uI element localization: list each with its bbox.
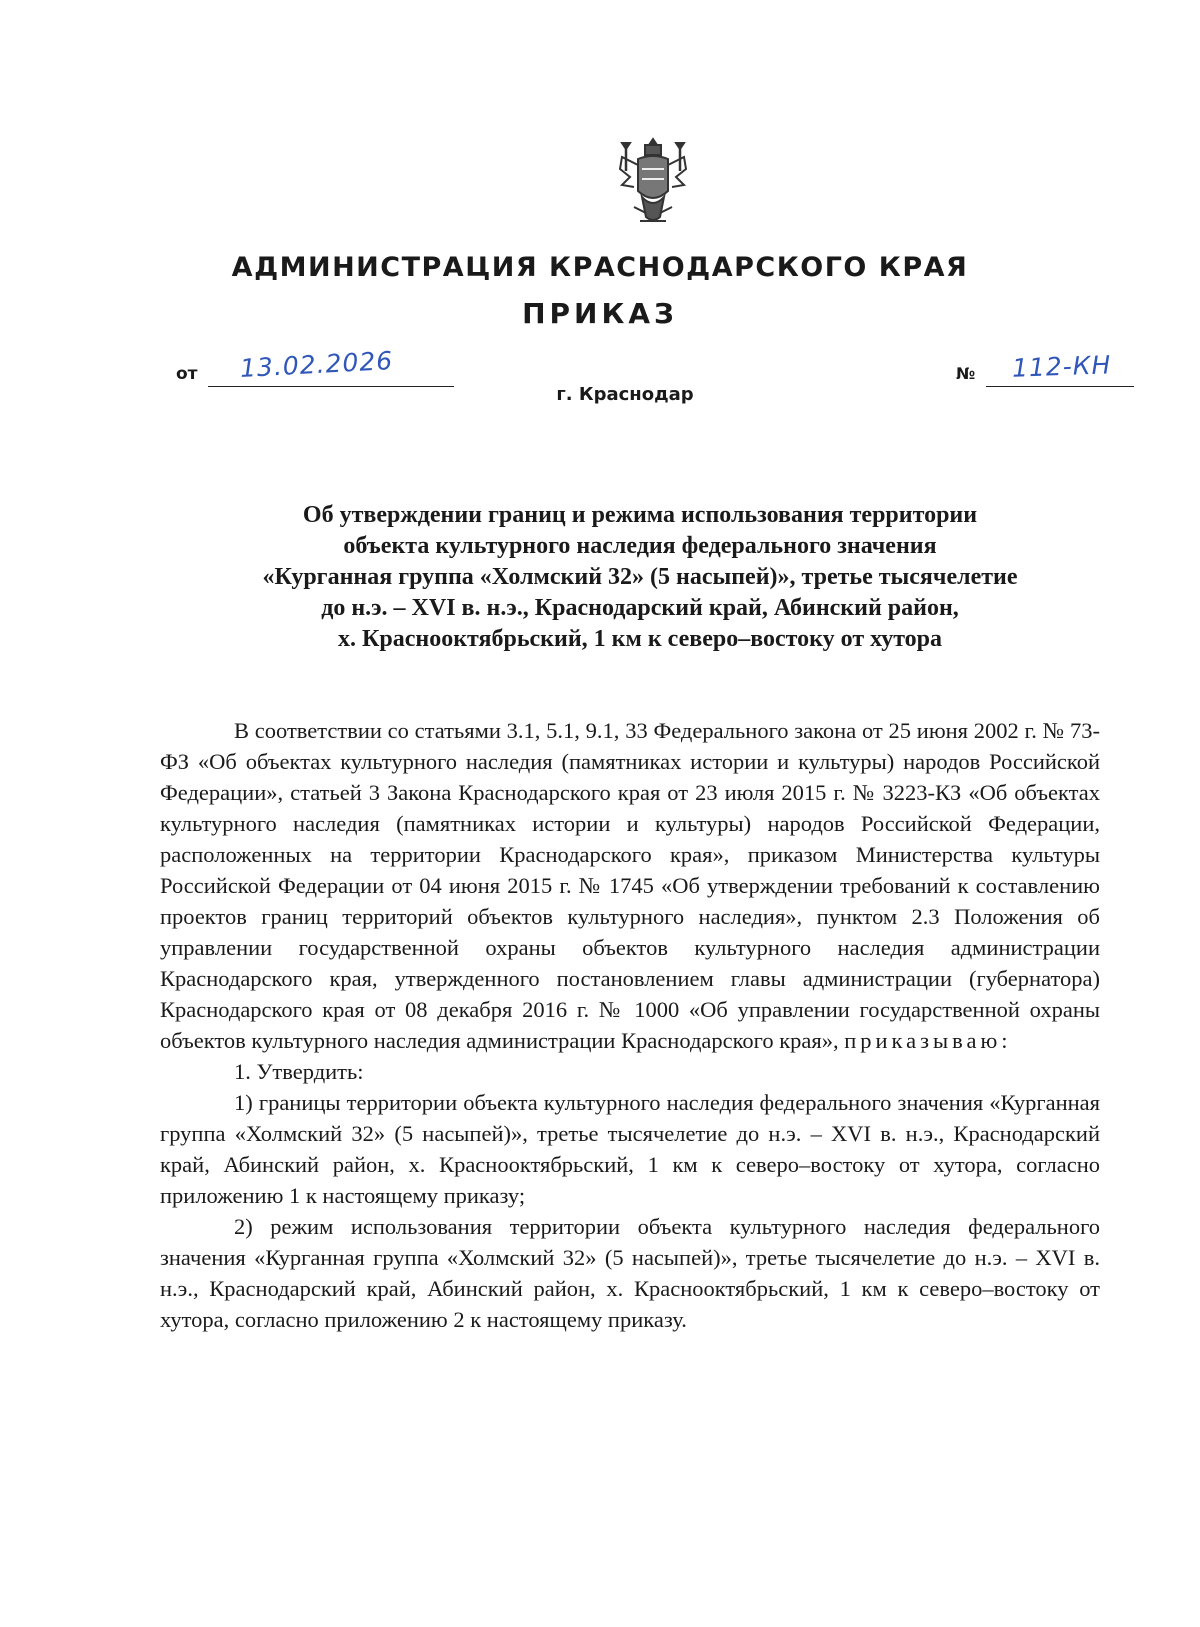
preamble-text: В соответствии со статьями 3.1, 5.1, 9.1, 33 Федерального закона от 25 июня 2002 г. № 73-ФЗ «Об объектах культурного наследия (памятниках истории и культуры) народов Российской Федерации», статьей 3 Закона Краснодарского края от 23 июля 2015 г. № 3223-КЗ «Об объектах культурного наследия (памятниках истории и культуры) народов Российской Федерации, расположенных на территории Краснодарского края», приказом Министерства культуры Российской Федерации от 04 июня 2015 г. № 1745 «Об утверждении требований к составлению проектов границ территорий объектов культурного наследия», пунктом 2.3 Положения об управлении государственной охраны объектов культурного наследия администрации Краснодарского края, утвержденного постановлением главы администрации (губернатора) Краснодарского края от 08 декабря 2016 г. № 1000 «Об управлении государственной охраны объектов культурного наследия администрации Краснодарского края», (160, 718, 1100, 1053)
title-line: «Курганная группа «Холмский 32» (5 насыпей)», третье тысячелетие (262, 564, 1018, 590)
title-line: Об утверждении границ и режима использования территории (302, 502, 978, 528)
order-word: приказываю: (844, 1028, 1012, 1053)
title-line: объекта культурного наследия федерального значения (343, 533, 937, 559)
document-type-heading: ПРИКАЗ (522, 297, 678, 330)
handwritten-date: 13.02.2026 (239, 346, 394, 383)
organization-heading: АДМИНИСТРАЦИЯ КРАСНОДАРСКОГО КРАЯ (231, 252, 969, 283)
title-line: до н.э. – XVI в. н.э., Краснодарский край, Абинский район, (321, 595, 959, 621)
item-1-1: 1) границы территории объекта культурного наследия федерального значения «Курганная группа «Холмский 32» (5 насыпей)», третье тысячелетие до н.э. – XVI в. н.э., Краснодарский край, Абинский район, х. Краснооктябрьский, 1 км к северо–востоку от хутора, согласно приложению 1 к настоящему приказу; (160, 1090, 1100, 1208)
number-label: № (956, 364, 976, 383)
item-1: 1. Утвердить: (234, 1059, 364, 1084)
handwritten-number: 112-КН (1011, 350, 1112, 383)
order-title (180, 500, 1100, 655)
order-body (160, 715, 1100, 1335)
title-line: х. Краснооктябрьский, 1 км к северо–востоку от хутора (337, 626, 943, 652)
item-1-2: 2) режим использования территории объекта культурного наследия федерального значения «Курганная группа «Холмский 32» (5 насыпей)», третье тысячелетие до н.э. – XVI в. н.э., Краснодарский край, Абинский район, х. Краснооктябрьский, 1 км к северо–востоку от хутора, согласно приложению 2 к настоящему приказу. (160, 1214, 1100, 1332)
city-label: г. Краснодар (556, 384, 694, 405)
preamble-paragraph (160, 715, 1100, 1056)
date-label: от (176, 364, 198, 384)
coat-of-arms-icon (612, 135, 694, 231)
